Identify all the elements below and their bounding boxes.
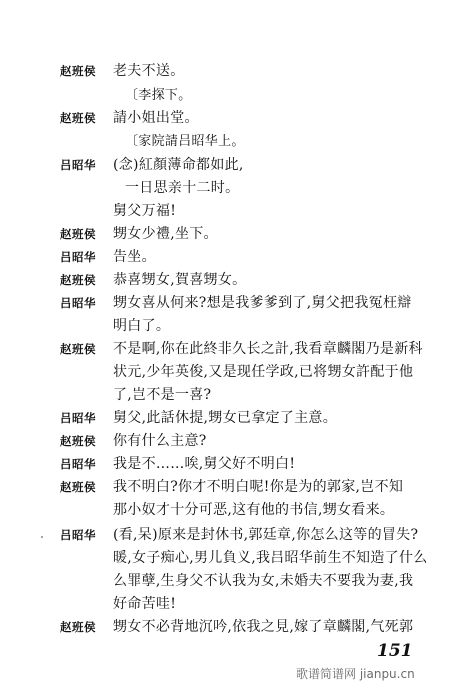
speaker-label: 赵班侯 <box>60 111 96 125</box>
speaker-label: 吕昭华 <box>60 528 96 542</box>
dialogue-line: 恭喜甥女,賀喜甥女。 <box>113 272 247 288</box>
stage-direction: 〔家院請吕昭华上。 <box>125 134 245 149</box>
speaker-label: 赵班侯 <box>60 480 96 494</box>
stage-direction: 〔李探下。 <box>125 88 192 103</box>
dialogue-line: 我不明白?你才不明白呢!你是为的郭家,岂不知 <box>113 479 404 495</box>
dialogue-line: 那小奴才十分可恶,这有他的书信,甥女看来。 <box>113 502 395 518</box>
dialogue-line: 暖,女子痴心,男儿負义,我吕昭华前生不知造了什么 <box>113 550 428 566</box>
speaker-label: 赵班侯 <box>60 434 96 448</box>
dialogue-line: 一日思亲十二时。 <box>125 180 240 196</box>
speaker-label: 吕昭华 <box>60 158 96 172</box>
dialogue-line: 告坐。 <box>113 249 156 265</box>
dialogue-line: 請小姐出堂。 <box>113 110 199 126</box>
speaker-label: 吕昭华 <box>60 296 96 310</box>
speaker-label: 吕昭华 <box>60 457 96 471</box>
speaker-label: 赵班侯 <box>60 227 96 241</box>
dialogue-line: (看,呆)原来是封休书,郭廷章,你怎么这等的冒失? <box>113 527 419 543</box>
dialogue-line: (念)紅顏薄命都如此, <box>113 157 244 173</box>
dialogue-line: 我是不……唉,舅父好不明白! <box>113 456 296 472</box>
dialogue-line: 了,岂不是一喜? <box>113 387 212 403</box>
dialogue-line: 不是啊,你在此終非久长之計,我看章麟閣乃是新科 <box>113 341 423 357</box>
dialogue-line: 舅父,此話休提,甥女已拿定了主意。 <box>113 410 337 426</box>
dialogue-line: 甥女喜从何来?想是我爹爹到了,舅父把我冤枉辯 <box>113 295 412 311</box>
dialogue-line: 甥女不必背地沉吟,依我之見,嫁了章麟閣,气死郭 <box>113 619 414 635</box>
dialogue-line: 舅父万福! <box>113 203 177 219</box>
watermark: 歌谱简谱网 jianpu.cn <box>296 667 415 681</box>
dialogue-line: 状元,少年英俊,又是现任学政,已将甥女許配于他 <box>113 364 414 380</box>
speaker-label: 赵班侯 <box>60 620 96 634</box>
dialogue-line: 么罪孽,生身父不认我为女,未婚夫不要我为妻,我 <box>113 573 414 589</box>
dialogue-line: 甥女少禮,坐下。 <box>113 226 218 242</box>
speaker-label: 赵班侯 <box>60 342 96 356</box>
dialogue-line: 明白了。 <box>113 318 171 334</box>
dialogue-line: 好命苦哇! <box>113 596 177 612</box>
speaker-label: 吕昭华 <box>60 411 96 425</box>
dialogue-line: 老夫不送。 <box>113 63 185 79</box>
speaker-label: 赵班侯 <box>60 273 96 287</box>
speaker-label: 吕昭华 <box>60 250 96 264</box>
page-number: 151 <box>377 641 413 661</box>
speaker-label: 赵班侯 <box>60 64 96 78</box>
dialogue-line: 你有什么主意? <box>113 433 207 449</box>
scan-speck <box>41 536 43 538</box>
